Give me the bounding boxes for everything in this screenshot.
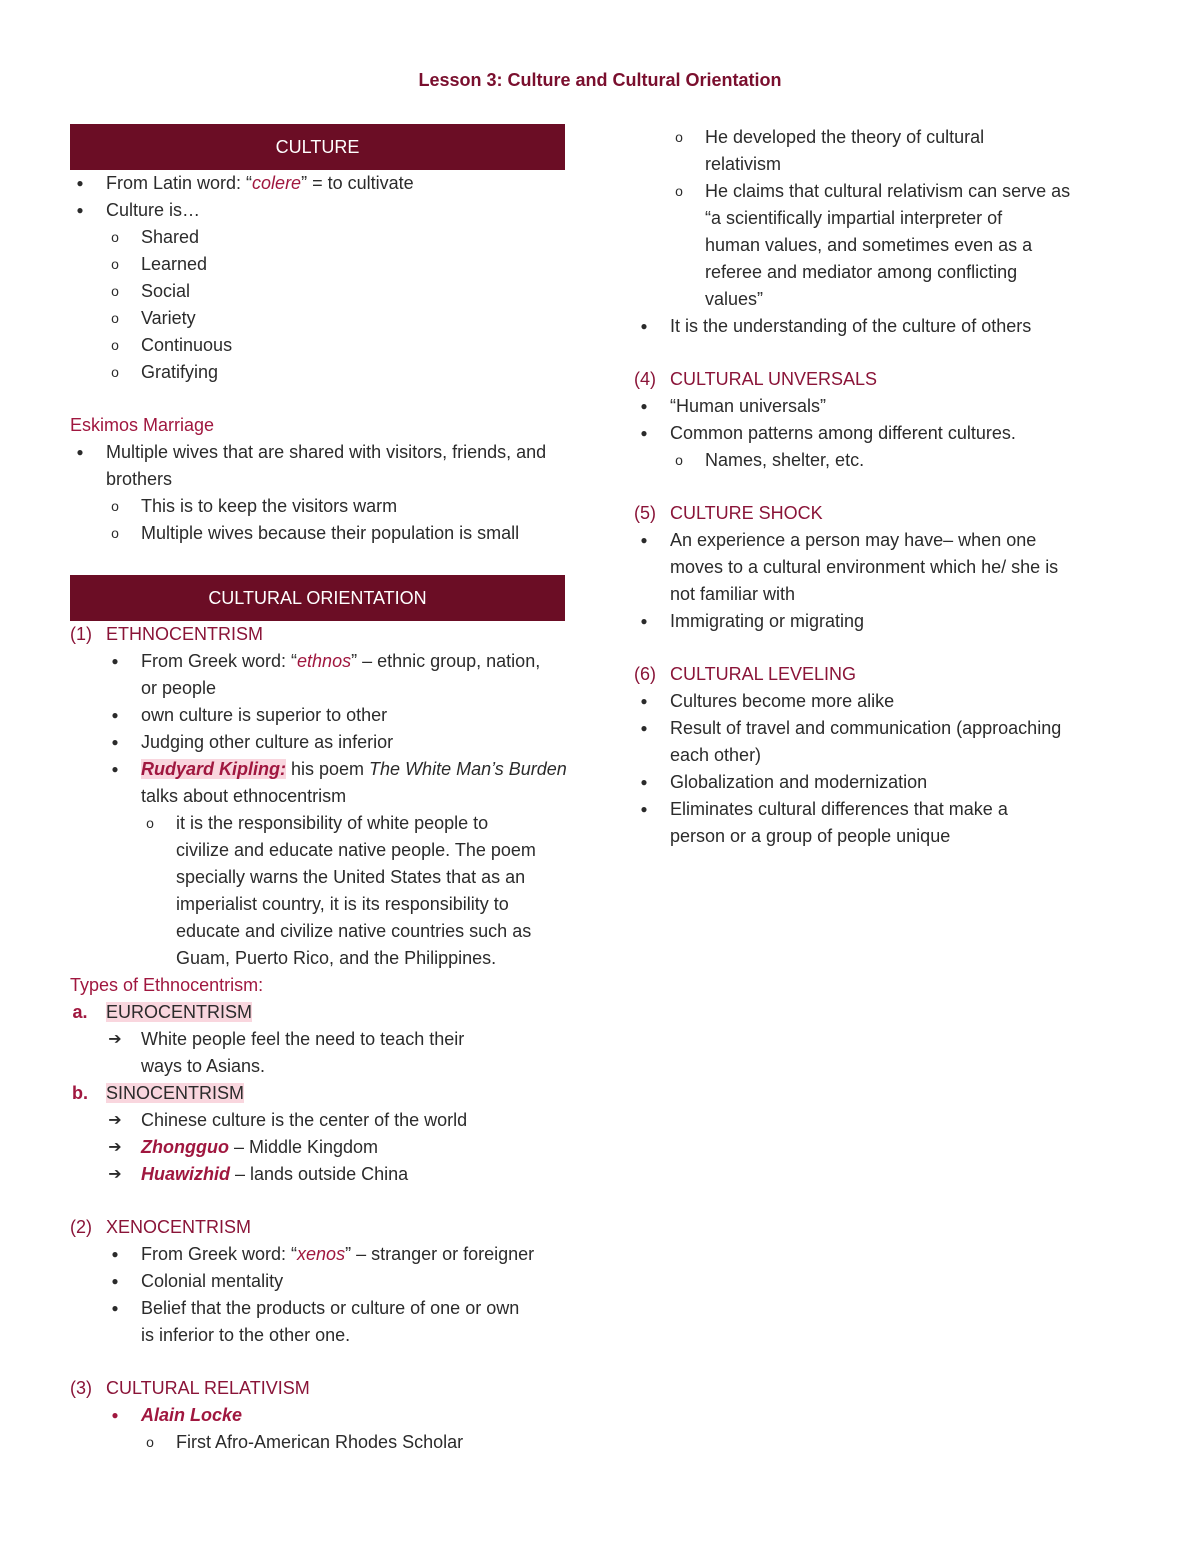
list-item: ● Colonial mentality <box>70 1268 570 1295</box>
xenocentrism-heading: (2) XENOCENTRISM <box>70 1217 252 1237</box>
poem-title: The White Man’s Burden <box>369 759 567 779</box>
list-item: ● Rudyard Kipling: his poem The White Man’s Burden talks about ethnocentrism <box>70 756 570 810</box>
eskimos-heading: Eskimos Marriage <box>70 415 215 435</box>
bullet-icon: ● <box>111 735 119 749</box>
circle-bullet-icon: o <box>675 452 683 468</box>
list-item: ● Cultures become more alike <box>634 688 1134 715</box>
list-item: o Names, shelter, etc. <box>634 447 1134 474</box>
types-heading: Types of Ethnocentrism: <box>70 975 264 995</box>
list-item: ● From Greek word: “ethnos” – ethnic group, nation, or people <box>70 648 570 702</box>
bullet-icon: ● <box>76 203 84 217</box>
cultural-universals-heading: (4) CULTURAL UNVERSALS <box>634 369 878 389</box>
bullet-icon: ● <box>111 708 119 722</box>
circle-bullet-icon: o <box>675 129 683 145</box>
arrow-icon: ➔ <box>108 1139 122 1156</box>
letter-marker: a. <box>72 1002 88 1022</box>
bullet-icon: ● <box>111 1301 119 1315</box>
culture-section-bar: CULTURE <box>70 124 565 170</box>
list-item: ➔ Zhongguo – Middle Kingdom <box>70 1134 570 1161</box>
cultural-relativism-heading: (3) CULTURAL RELATIVISM <box>70 1378 310 1398</box>
alain-locke: Alain Locke <box>141 1405 243 1425</box>
list-item: ● Belief that the products or culture of one or own is inferior to the other one. <box>70 1295 570 1349</box>
arrow-icon: ➔ <box>108 1031 122 1048</box>
list-item: ● Immigrating or migrating <box>634 608 1134 635</box>
list-item: o First Afro-American Rhodes Scholar <box>70 1429 570 1456</box>
bullet-icon: ● <box>640 802 648 816</box>
cultural-leveling-heading: (6) CULTURAL LEVELING <box>634 664 857 684</box>
bullet-icon: ● <box>640 775 648 789</box>
bullet-icon: ● <box>111 1274 119 1288</box>
bullet-icon: ● <box>76 176 84 190</box>
bullet-icon: ● <box>640 426 648 440</box>
ethnocentrism-heading: (1) ETHNOCENTRISM <box>70 624 263 644</box>
list-item: ● Multiple wives that are shared with visitors, friends, and brothers <box>70 439 570 493</box>
culture-trait: o Variety <box>70 305 570 332</box>
circle-bullet-icon: o <box>146 1434 154 1450</box>
page-title: Lesson 3: Culture and Cultural Orientation <box>418 70 782 90</box>
greek-word: ethnos <box>297 651 352 671</box>
bullet-icon: ● <box>640 399 648 413</box>
type-sinocentrism: b. SINOCENTRISM <box>70 1080 570 1107</box>
list-item <box>70 1402 570 1429</box>
list-item: ● Result of travel and communication (approaching each other) <box>634 715 1134 769</box>
bullet-icon: ● <box>640 694 648 708</box>
bullet-icon: ● <box>640 721 648 735</box>
type-eurocentrism: a. EUROCENTRISM <box>70 999 570 1026</box>
bullet-icon: ● <box>111 1408 119 1422</box>
circle-bullet-icon: o <box>111 525 119 541</box>
list-item: o He claims that cultural relativism can serve as “a scientifically impartial interpreter of human values, and sometimes even as a referee and mediator among conflicting values” <box>634 178 1134 313</box>
list-item: ● An experience a person may have– when one moves to a cultural environment which he/ she is not familiar with <box>634 527 1134 608</box>
circle-bullet-icon: o <box>111 364 119 380</box>
list-item: ● It is the understanding of the culture of others <box>634 313 1134 340</box>
circle-bullet-icon: o <box>111 337 119 353</box>
list-item: ● Judging other culture as inferior <box>70 729 570 756</box>
circle-bullet-icon: o <box>111 310 119 326</box>
bullet-icon: ● <box>640 614 648 628</box>
bullet-icon: ● <box>76 445 84 459</box>
greek-word: xenos <box>297 1244 346 1264</box>
list-item: ● own culture is superior to other <box>70 702 570 729</box>
circle-bullet-icon: o <box>146 815 154 831</box>
circle-bullet-icon: o <box>111 498 119 514</box>
culture-trait: o Gratifying <box>70 359 570 386</box>
circle-bullet-icon: o <box>111 283 119 299</box>
culture-trait: o Shared <box>70 224 570 251</box>
list-item: ● Globalization and modernization <box>634 769 1134 796</box>
letter-marker: b. <box>72 1083 88 1103</box>
list-item: ➔ Chinese culture is the center of the world <box>70 1107 570 1134</box>
list-item: ➔ Huawizhid – lands outside China <box>70 1161 570 1188</box>
bullet-icon: ● <box>111 654 119 668</box>
list-item: o it is the responsibility of white people to civilize and educate native people. The poem specially warns the United States that as an imperialist country, it is its responsibility to educate and civilize native countries such as Guam, Puerto Rico, and the Philippines. <box>70 810 570 972</box>
bullet-icon: ● <box>111 762 119 776</box>
circle-bullet-icon: o <box>675 183 683 199</box>
list-item: ● Eliminates cultural differences that make a person or a group of people unique <box>634 796 1134 850</box>
list-item: o Multiple wives because their population is small <box>70 520 570 547</box>
left-column <box>70 124 570 1456</box>
list-item: ● Common patterns among different cultures. <box>634 420 1134 447</box>
culture-trait: o Social <box>70 278 570 305</box>
culture-trait: o Continuous <box>70 332 570 359</box>
list-item: o This is to keep the visitors warm <box>70 493 570 520</box>
list-item: ● From Latin word: “colere” = to cultivate <box>70 170 570 197</box>
bullet-icon: ● <box>111 1247 119 1261</box>
circle-bullet-icon: o <box>111 229 119 245</box>
list-item: ● “Human universals” <box>634 393 1134 420</box>
circle-bullet-icon: o <box>111 256 119 272</box>
list-item: ● From Greek word: “xenos” – stranger or foreigner <box>70 1241 570 1268</box>
bullet-icon: ● <box>640 533 648 547</box>
culture-trait: o Learned <box>70 251 570 278</box>
latin-word: colere <box>252 173 302 193</box>
right-column <box>634 124 1134 850</box>
list-item: o He developed the theory of cultural relativism <box>634 124 1134 178</box>
kipling-name: Rudyard Kipling: <box>141 759 286 779</box>
list-item: ● Culture is… <box>70 197 570 224</box>
culture-shock-heading: (5) CULTURE SHOCK <box>634 503 823 523</box>
bullet-icon: ● <box>640 319 648 333</box>
cultural-orientation-bar: CULTURAL ORIENTATION <box>70 575 565 621</box>
arrow-icon: ➔ <box>108 1166 122 1183</box>
arrow-icon: ➔ <box>108 1112 122 1129</box>
list-item: ➔ White people feel the need to teach their ways to Asians. <box>70 1026 570 1080</box>
